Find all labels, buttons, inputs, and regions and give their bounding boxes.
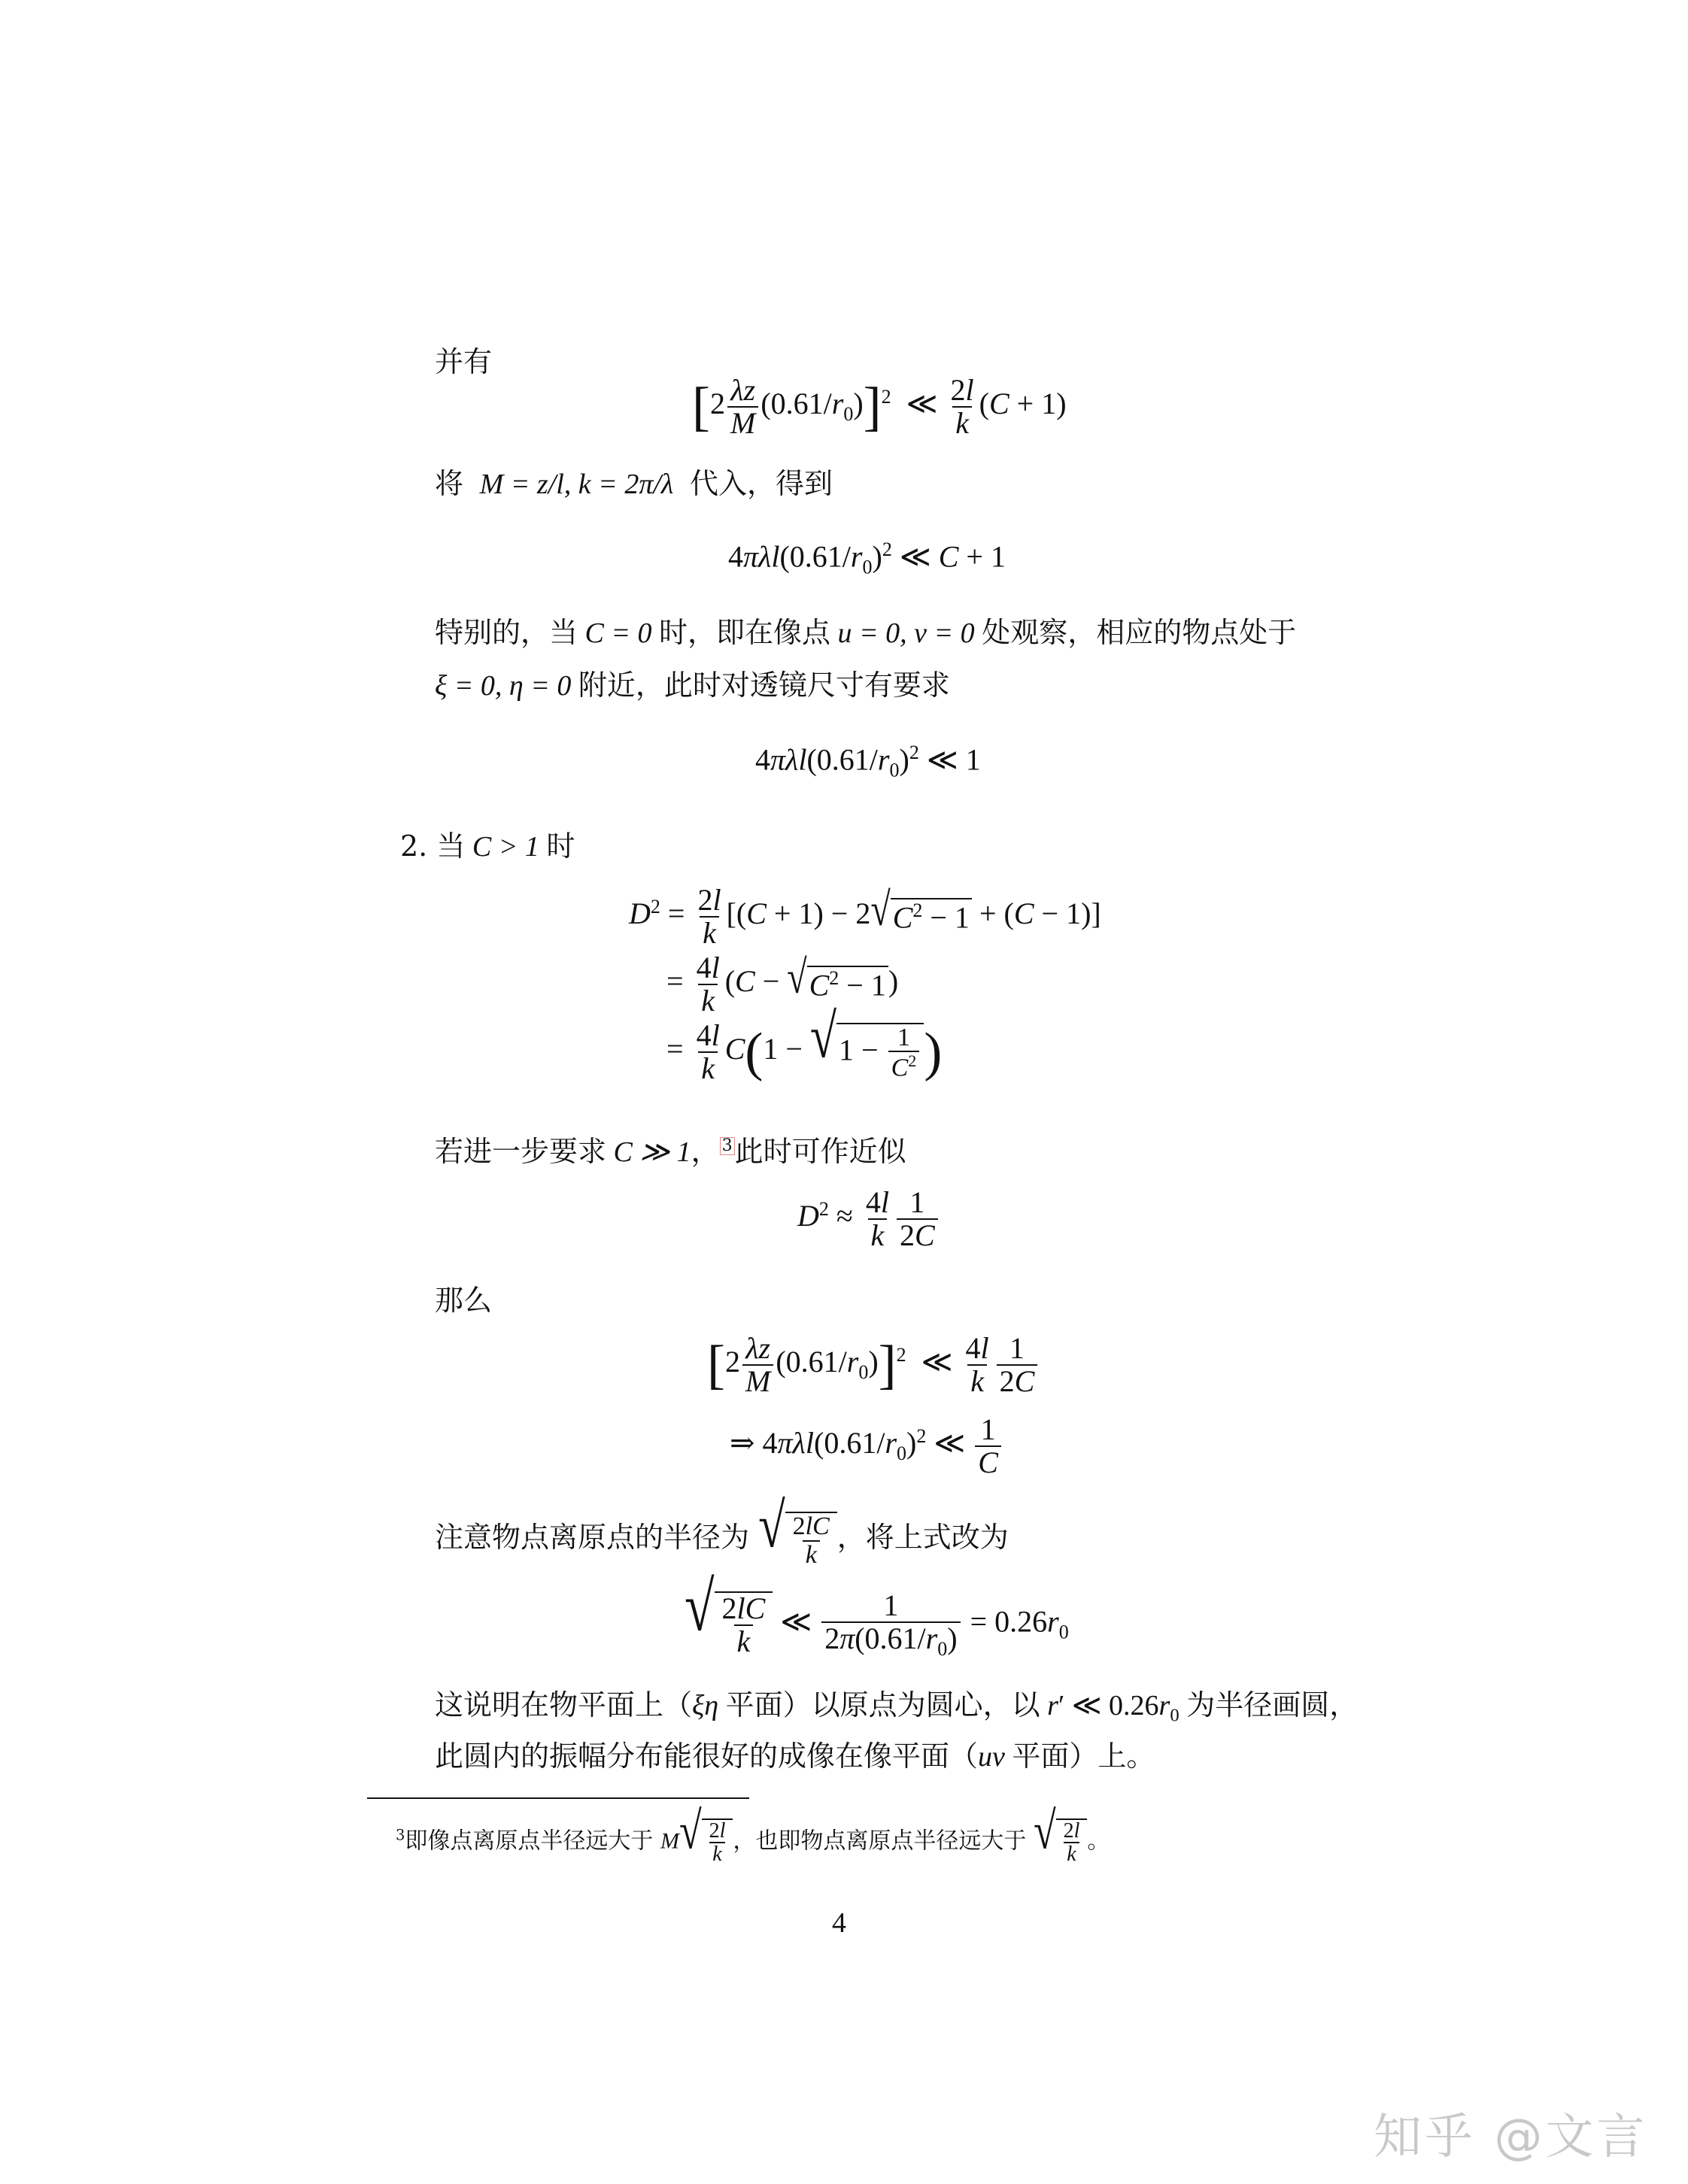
text-special-line1: 特别的，当 C = 0 时，即在像点 u = 0, v = 0 处观察，相应的物点处于 — [435, 616, 1297, 649]
equation-1: [2 $\frac{\lambda z}{M}$ $(0.61/r_0)]^2$ ≪ $\frac{2l}{k}$ (C + 1) — [692, 373, 1067, 440]
math-M-k: M = z/l, k = 2π/λ — [472, 469, 681, 500]
equation-D2-line1: $D^2$ = $\frac{2l}{k}$ [(C + 1) − 2 √ $C^2 - 1$ + (C − 1)] — [629, 883, 1101, 950]
text-special-line2: ξ = 0, η = 0 附近，此时对透镜尺寸有要求 — [435, 669, 950, 702]
footnote: $^3$即像点离原点半径远大于 M √ $\frac{2l}{k}$ ，也即物点离原点半径远大于 √ $\frac{2l}{k}$ 。 — [396, 1801, 1110, 1867]
equation-approx: $D^2$ ≈ $\frac{4l}{k}$ $\frac{1}{2C}$ — [797, 1187, 940, 1251]
footnote-rule — [367, 1797, 749, 1799]
text-note: 注意物点离原点的半径为 √ $\frac{2lC}{k}$ ，将上式改为 — [435, 1491, 1009, 1569]
text-substitute: 将 M = z/l, k = 2π/λ 代入，得到 — [435, 467, 833, 500]
equation-3: $4\pi\lambda l(0.61/r_0)^2$ ≪ 1 — [755, 742, 981, 781]
text-conclusion-line1: 这说明在物平面上（ξη 平面）以原点为圆心，以 r′ ≪ $0.26r_0$ 为半径画圆， — [435, 1688, 1359, 1726]
text-and-have: 并有 — [435, 345, 493, 378]
equation-4: [2 $\frac{\lambda z}{M}$ $(0.61/r_0)]^2$ ≪ $\frac{4l}{k}$ $\frac{1}{2C}$ — [707, 1333, 1040, 1397]
footnote-marker[interactable]: 3 — [720, 1137, 735, 1155]
equation-D2-line3: = $\frac{4l}{k}$ C(1 − √ 1 − $\frac{1}{C^2}$ ) — [666, 1000, 943, 1085]
text-item2: 2. 当 C > 1 时 — [400, 830, 575, 863]
equation-D2-line2: = $\frac{4l}{k}$ (C − √ $C^2 - 1$ ) — [666, 951, 899, 1018]
equation-6: √ $\frac{2lC}{k}$ ≪ $\frac{1}{2\pi(0.61/r_0)}$ = $0.26r_0$ — [685, 1567, 1069, 1660]
equation-2: $4\pi\lambda l(0.61/r_0)^2$ ≪ C + 1 — [728, 538, 1006, 578]
text-then: 那么 — [435, 1284, 493, 1317]
watermark: 知乎 @文言 — [1374, 2110, 1648, 2165]
text-further: 若进一步要求 C ≫ 1， 3此时可作近似 — [435, 1135, 906, 1168]
text-conclusion-line2: 此圆内的振幅分布能很好的成像在像平面（uv 平面）上。 — [435, 1740, 1155, 1773]
page-number: 4 — [832, 1907, 846, 1939]
equation-5: ⇒ $4\pi\lambda l(0.61/r_0)^2$ ≪ $\frac{1}{C}$ — [730, 1414, 1003, 1479]
